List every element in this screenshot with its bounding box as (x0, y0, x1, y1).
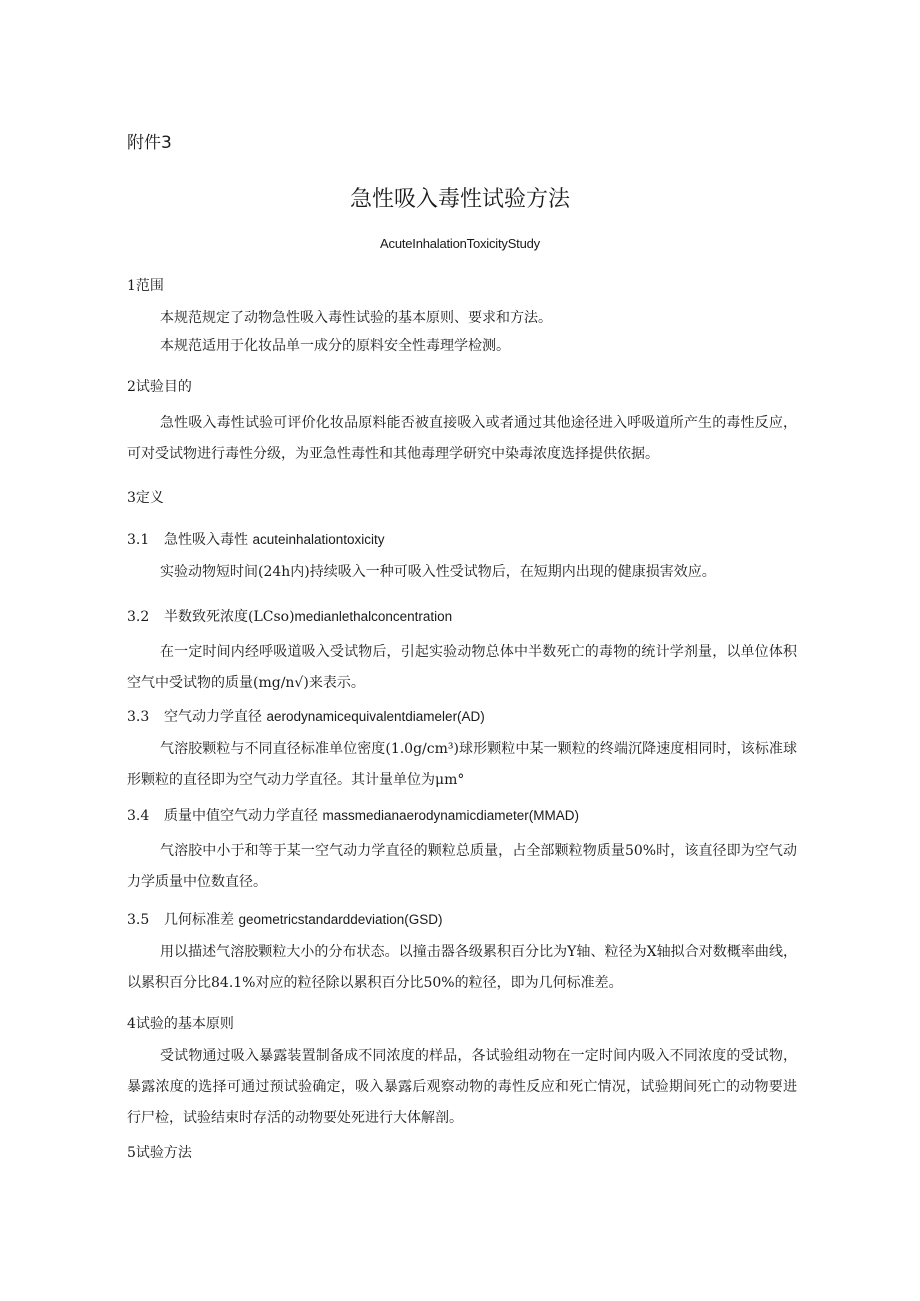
annex-label: 附件3 (127, 133, 172, 153)
definition-term-en: acuteinhalationtoxicity (252, 532, 385, 547)
definition-number: 3.3 (127, 709, 150, 725)
section-1-paragraph-1: 本规范规定了动物急性吸入毒性试验的基本原则、要求和方法。 (160, 310, 552, 326)
definition-term-en: massmedianaerodynamicdiameter(MMAD) (322, 808, 580, 823)
definition-term: 半数致死浓度(LCso) (164, 609, 295, 625)
definition-number: 3.2 (127, 609, 150, 625)
definition-term-en: medianlethalconcentration (294, 609, 453, 624)
section-1-paragraph-2: 本规范适用于化妆品单一成分的原料安全性毒理学检测。 (160, 338, 510, 354)
section-3-heading: 3定义 (127, 490, 164, 506)
definition-term-en: geometricstandarddeviation(GSD) (238, 912, 443, 927)
section-2-heading: 2试验目的 (127, 379, 192, 395)
definition-term: 质量中值空气动力学直径 (164, 808, 318, 824)
definition-3-3-text: 气溶胶颗粒与不同直径标准单位密度(1.0g∕cm³)球形颗粒中某一颗粒的终端沉降速度相同时，该标准球形颗粒的直径即为空气动力学直径。其计量单位为μm° (127, 741, 797, 788)
section-4-heading: 4试验的基本原则 (127, 1016, 234, 1032)
section-5-heading: 5试验方法 (127, 1145, 192, 1161)
definition-term: 空气动力学直径 (164, 709, 262, 725)
definition-term: 几何标准差 (164, 912, 234, 928)
definition-number: 3.5 (127, 912, 150, 928)
section-4-paragraph-1: 受试物通过吸入暴露装置制备成不同浓度的样品，各试验组动物在一定时间内吸入不同浓度的受试物，暴露浓度的选择可通过预试验确定，吸入暴露后观察动物的毒性反应和死亡情况，试验期间死亡的动物要进行尸检，试验结束时存活的动物要处死进行大体解剖。 (127, 1048, 797, 1126)
definition-3-2-text: 在一定时间内经呼吸道吸入受试物后，引起实验动物总体中半数死亡的毒物的统计学剂量，以单位体积空气中受试物的质量(mg∕n√)来表示。 (127, 644, 797, 691)
definition-number: 3.4 (127, 808, 150, 824)
definition-number: 3.1 (127, 532, 150, 548)
definition-3-1-heading (127, 529, 385, 549)
definition-term: 急性吸入毒性 (164, 532, 248, 548)
definition-3-3-heading (127, 706, 485, 726)
definition-3-4-text: 气溶胶中小于和等于某一空气动力学直径的颗粒总质量，占全部颗粒物质量50%时，该直径即为空气动力学质量中位数直径。 (127, 843, 797, 890)
definition-3-2-heading (127, 606, 452, 626)
document-title: 急性吸入毒性试验方法 (349, 187, 570, 212)
document-subtitle: AcuteInhalationToxicityStudy (380, 236, 540, 251)
definition-3-5-text: 用以描述气溶胶颗粒大小的分布状态。以撞击器各级累积百分比为Y轴、粒径为X轴拟合对数概率曲线，以累积百分比84.1%对应的粒径除以累积百分比50%的粒径，即为几何标准差。 (127, 944, 797, 991)
definition-3-5-heading (127, 909, 443, 929)
section-2-paragraph-1: 急性吸入毒性试验可评价化妆品原料能否被直接吸入或者通过其他途径进入呼吸道所产生的毒性反应，可对受试物进行毒性分级，为亚急性毒性和其他毒理学研究中染毒浓度选择提供依据。 (127, 415, 797, 462)
definition-3-1-text: 实验动物短时间(24h内)持续吸入一种可吸入性受试物后，在短期内出现的健康损害效应。 (160, 564, 716, 580)
definition-3-4-heading (127, 805, 579, 825)
definition-term-en: aerodynamicequivalentdiameler(AD) (266, 709, 485, 724)
section-1-heading: 1范围 (127, 278, 164, 294)
